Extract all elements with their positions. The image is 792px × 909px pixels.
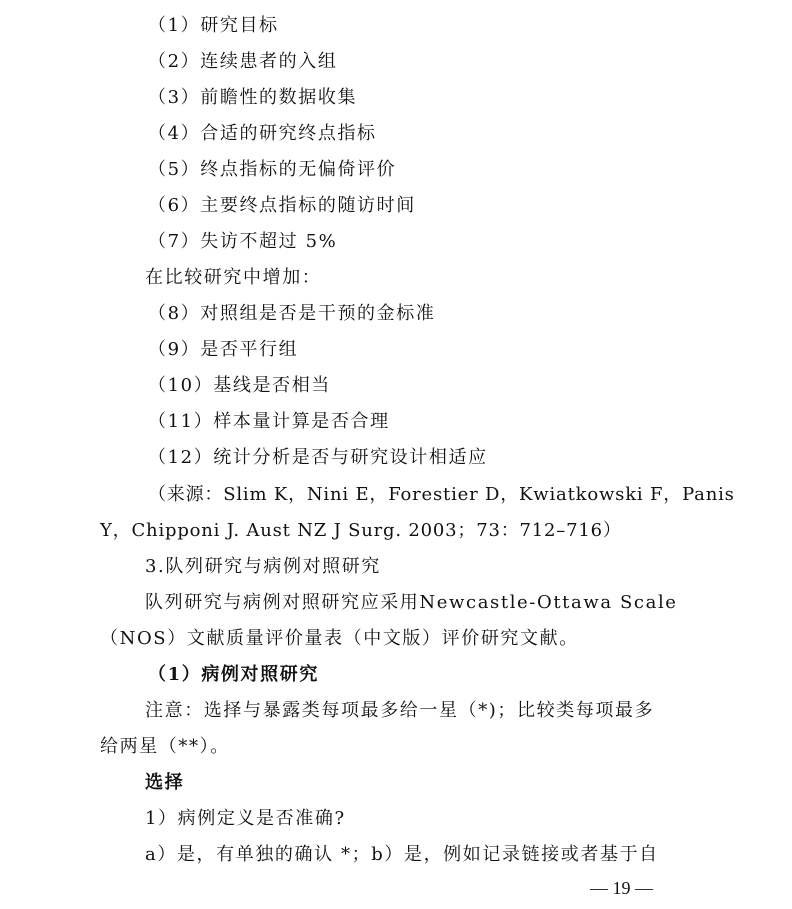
- criterion-3: （3）前瞻性的数据收集: [148, 87, 358, 108]
- criterion-6: （6）主要终点指标的随访时间: [148, 195, 416, 216]
- section-heading-cohort-case-control: 3.队列研究与病例对照研究: [145, 556, 381, 577]
- source-citation-line-1: （来源：Slim K，Nini E，Forestier D，Kwiatkowski F，Panis: [148, 484, 735, 505]
- nos-paragraph-line-2: （NOS）文献质量评价量表（中文版）评价研究文献。: [100, 628, 579, 649]
- criterion-2: （2）连续患者的入组: [148, 51, 338, 72]
- criterion-12: （12）统计分析是否与研究设计相适应: [148, 447, 488, 468]
- criterion-5: （5）终点指标的无偏倚评价: [148, 159, 397, 180]
- question-1-options: a）是，有单独的确认 *；b）是，例如记录链接或者基于自: [145, 844, 659, 865]
- question-1: 1）病例定义是否准确?: [145, 808, 346, 829]
- criterion-1: （1）研究目标: [148, 15, 279, 36]
- criterion-7: （7）失访不超过 5%: [148, 231, 338, 252]
- source-citation-line-2: Y，Chipponi J. Aust NZ J Surg. 2003；73：712–716）: [100, 520, 622, 541]
- criterion-10: （10）基线是否相当: [148, 375, 331, 396]
- criterion-4: （4）合适的研究终点指标: [148, 123, 377, 144]
- criterion-11: （11）样本量计算是否合理: [148, 411, 390, 432]
- note-line-1: 注意：选择与暴露类每项最多给一星（*)；比较类每项最多: [145, 700, 655, 721]
- criterion-9: （9）是否平行组: [148, 339, 299, 360]
- comparative-heading: 在比较研究中增加：: [145, 267, 322, 288]
- note-line-2: 给两星（**）。: [100, 736, 230, 757]
- nos-paragraph-line-1: 队列研究与病例对照研究应采用Newcastle-Ottawa Scale: [145, 592, 678, 613]
- criterion-8: （8）对照组是否是干预的金标准: [148, 303, 436, 324]
- subheading-selection: 选择: [145, 772, 185, 793]
- subheading-case-control-study: （1）病例对照研究: [148, 664, 319, 685]
- page-number: — 19 —: [590, 878, 653, 898]
